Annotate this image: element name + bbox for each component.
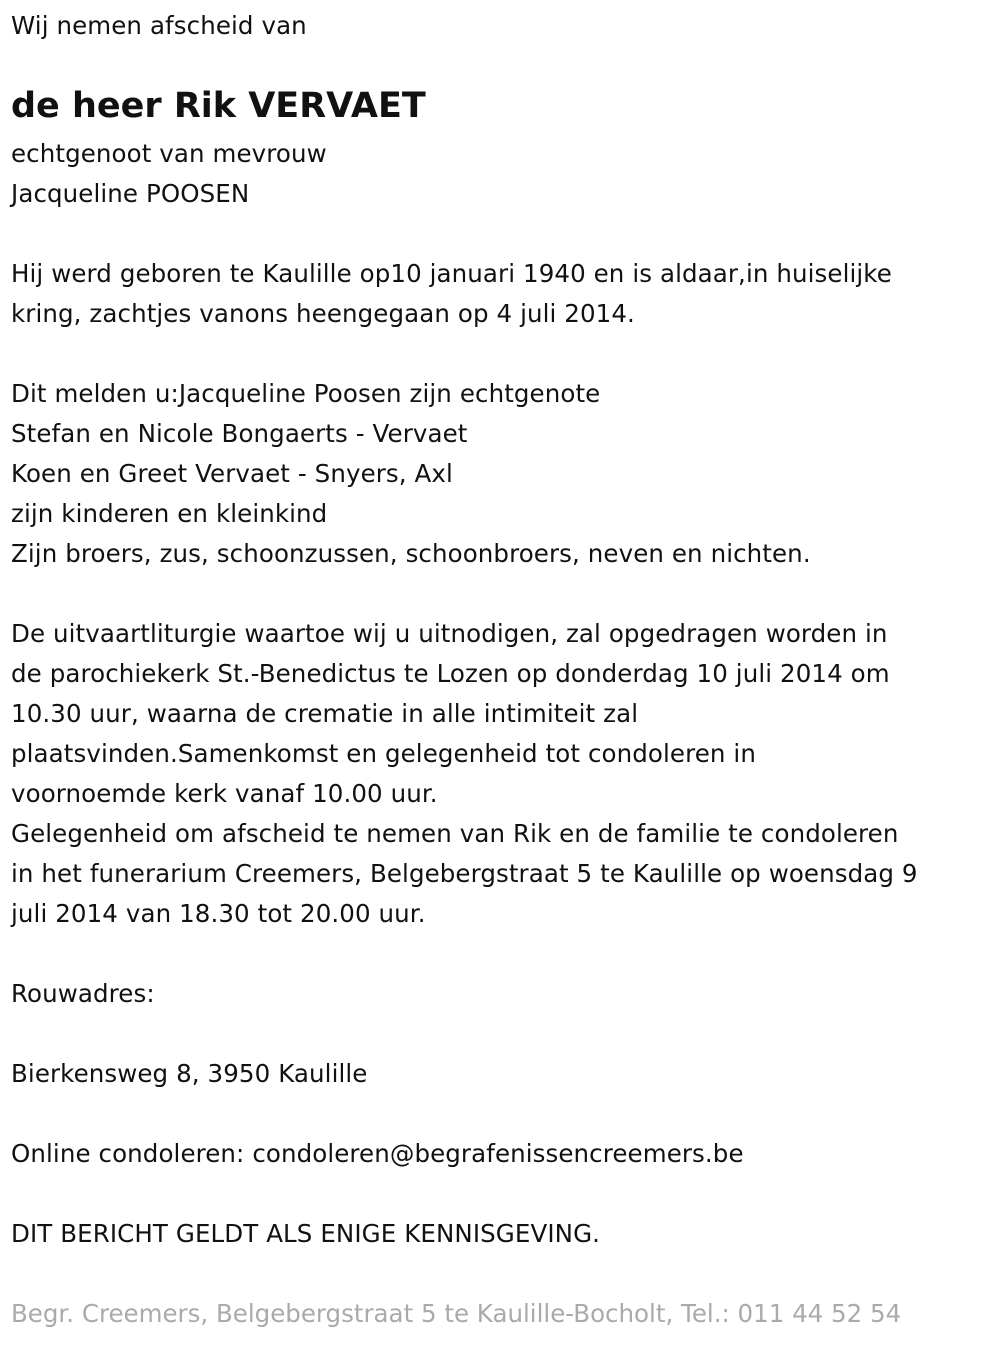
family-line: Stefan en Nicole Bongaerts - Vervaet — [11, 419, 468, 448]
family-line: Koen en Greet Vervaet - Snyers, Axl — [11, 459, 453, 488]
spouse-line: Jacqueline POOSEN — [11, 179, 250, 208]
online-condolence-label: Online condoleren: — [11, 1139, 253, 1168]
funeral-home-footer: Begr. Creemers, Belgebergstraat 5 te Kaulille-Bocholt, Tel.: 011 44 52 54 — [11, 1299, 902, 1328]
birth-death-line: kring, zachtjes vanons heengegaan op 4 juli 2014. — [11, 299, 635, 328]
official-notice: DIT BERICHT GELDT ALS ENIGE KENNISGEVING. — [11, 1219, 601, 1248]
notice-block — [11, 1214, 600, 1254]
funeral-line: plaatsvinden.Samenkomst en gelegenheid tot condoleren in — [11, 739, 756, 768]
funeral-line: de parochiekerk St.-Benedictus te Lozen op donderdag 10 juli 2014 om — [11, 659, 890, 688]
funeral-line: 10.30 uur, waarna de crematie in alle intimiteit zal — [11, 699, 639, 728]
birth-death-line: Hij werd geboren te Kaulille op10 januari 1940 en is aldaar,in huiselijke — [11, 259, 892, 288]
mourning-address: Bierkensweg 8, 3950 Kaulille — [11, 1059, 368, 1088]
condolence-email-link[interactable]: condoleren@begrafenissencreemers.be — [252, 1139, 744, 1168]
deceased-name: de heer Rik VERVAET — [11, 86, 426, 126]
funeral-line: Gelegenheid om afscheid te nemen van Rik en de familie te condoleren — [11, 819, 899, 848]
online-condolence-line — [11, 1134, 744, 1174]
spouse-line: echtgenoot van mevrouw — [11, 139, 327, 168]
funeral-line: juli 2014 van 18.30 tot 20.00 uur. — [11, 899, 426, 928]
spouse-block — [11, 134, 327, 214]
funeral-line: voornoemde kerk vanaf 10.00 uur. — [11, 779, 438, 808]
mourning-address-title-block — [11, 974, 155, 1014]
birth-death-block — [11, 254, 892, 334]
intro-text: Wij nemen afscheid van — [11, 11, 307, 40]
funeral-line: De uitvaartliturgie waartoe wij u uitnodigen, zal opgedragen worden in — [11, 619, 888, 648]
family-block — [11, 374, 811, 574]
mourning-address-block — [11, 1054, 367, 1094]
funeral-block — [11, 614, 918, 934]
mourning-address-title: Rouwadres: — [11, 979, 155, 1008]
funeral-line: in het funerarium Creemers, Belgebergstraat 5 te Kaulille op woensdag 9 — [11, 859, 918, 888]
online-condolence-block — [11, 1134, 744, 1174]
family-line: Dit melden u:Jacqueline Poosen zijn echtgenote — [11, 379, 601, 408]
family-line: Zijn broers, zus, schoonzussen, schoonbroers, neven en nichten. — [11, 539, 811, 568]
family-line: zijn kinderen en kleinkind — [11, 499, 328, 528]
